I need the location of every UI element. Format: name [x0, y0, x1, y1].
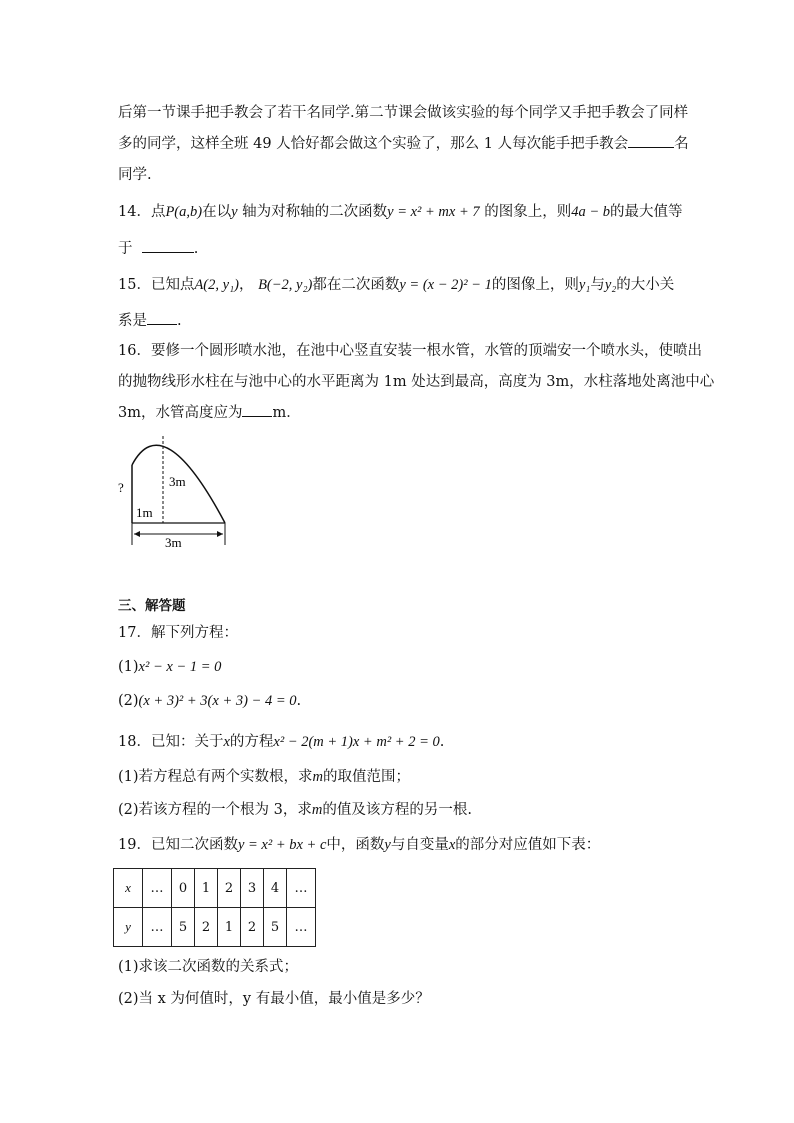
q15-separator: ， — [238, 277, 254, 293]
table-cell: 1 — [195, 869, 218, 908]
q18-text: (1)若方程总有两个实数根，求 — [118, 769, 313, 785]
answer-blank-14[interactable] — [142, 238, 194, 253]
q19-xvar: x — [448, 837, 456, 853]
q16-unit: m． — [272, 405, 301, 421]
q15-y1: y₁ — [578, 277, 591, 293]
table-cell: 3 — [241, 869, 264, 908]
q17-end: . — [296, 693, 302, 709]
q19-stem — [118, 834, 600, 856]
q17-part2-number: (2) — [118, 693, 139, 709]
table-header-y: y — [114, 908, 143, 947]
q18-equation: x² − 2(m + 1)x + m² + 2 = 0 — [273, 734, 440, 750]
table-cell: … — [143, 908, 172, 947]
q15-line1 — [118, 274, 674, 296]
table-cell: 0 — [172, 869, 195, 908]
q16-text: 3m，水管高度应为 — [118, 405, 243, 421]
q17-part1-number: (1) — [118, 659, 139, 675]
q19-text: 的部分对应值如下表： — [455, 837, 601, 853]
arrow-right-icon — [217, 531, 223, 537]
q14-function: y = x² + mx + 7 — [387, 204, 480, 220]
q19-part1: (1)求该二次函数的关系式； — [118, 959, 299, 975]
q15-function: y = (x − 2)² − 1 — [399, 277, 492, 293]
height-label: 3m — [169, 474, 186, 489]
q15-line2 — [118, 310, 182, 332]
q18-text: 的方程 — [229, 734, 274, 750]
offset-label: 1m — [136, 505, 153, 520]
q19-text: 19．已知二次函数 — [118, 837, 238, 853]
answer-blank-16[interactable] — [242, 402, 272, 417]
q18-xvar: x — [223, 734, 230, 750]
q15-text: 与 — [590, 277, 605, 293]
q19-part2: (2)当 x 为何值时，y 有最小值，最小值是多少？ — [118, 991, 430, 1007]
table-cell: 2 — [218, 869, 241, 908]
q13-line2-text: 多的同学，这样全班 49 人恰好都会做这个实验了，那么 1 人每次能手把手教会 — [118, 136, 629, 152]
q14-number: 14． — [118, 204, 151, 220]
q17-equation-1: x² − x − 1 = 0 — [138, 659, 222, 675]
q14-expression: 4a − b — [571, 204, 611, 220]
q19-yvar: y — [384, 837, 391, 853]
q18-mvar: m — [311, 802, 323, 818]
arrow-left-icon — [134, 531, 140, 537]
q14-text: 的最大值等 — [610, 204, 683, 220]
q14-text: 点 — [150, 204, 166, 220]
q13-line3: 同学. — [118, 167, 152, 183]
q18-mvar: m — [312, 769, 324, 785]
q17-part1 — [118, 656, 221, 678]
table-cell: 4 — [264, 869, 287, 908]
q15-y2: y₂ — [604, 277, 617, 293]
q18-part2 — [118, 799, 472, 821]
q14-point: P(a,b) — [165, 204, 203, 220]
table-cell: 5 — [172, 908, 195, 947]
q14-text: 轴为对称轴的二次函数 — [242, 204, 388, 220]
q18-part1 — [118, 766, 410, 788]
q15-point-a: A(2, y₁) — [194, 277, 239, 293]
q18-end: . — [439, 734, 445, 750]
q14-end: . — [193, 241, 199, 257]
q15-text: 的图像上，则 — [491, 277, 579, 293]
fountain-diagram — [115, 420, 235, 555]
table-header-x: x — [114, 869, 143, 908]
q14-yvar: y — [231, 204, 238, 220]
q14-text: 的图象上，则 — [484, 204, 572, 220]
table-cell: 1 — [218, 908, 241, 947]
q15-number: 15． — [118, 277, 151, 293]
q14-text: 于 — [118, 241, 133, 257]
q18-text: 18．已知：关于 — [118, 734, 224, 750]
q16-line2: 的抛物线形水柱在与池中心的水平距离为 1m 处达到最高，高度为 3m，水柱落地处离池中心 — [118, 374, 715, 390]
q13-line2 — [118, 133, 689, 155]
q17-stem: 17．解下列方程： — [118, 625, 238, 641]
q15-text: 的大小关 — [616, 277, 675, 293]
q18-text: 的取值范围； — [323, 769, 411, 785]
q18-text: 的值及该方程的另一根. — [322, 802, 472, 818]
width-label: 3m — [165, 535, 182, 550]
answer-blank-13[interactable] — [628, 133, 674, 148]
q17-equation-2: (x + 3)² + 3(x + 3) − 4 = 0 — [138, 693, 297, 709]
table-row-x — [114, 869, 316, 908]
q18-stem — [118, 731, 444, 753]
q19-text: 中，函数 — [326, 837, 385, 853]
q16-line1: 16．要修一个圆形喷水池，在池中心竖直安装一根水管，水管的顶端安一个喷水头，使喷出 — [118, 343, 702, 359]
q14-text: 在以 — [202, 204, 232, 220]
pipe-height-question: ? — [118, 480, 124, 495]
value-table — [113, 868, 316, 947]
q19-text: 与自变量 — [390, 837, 449, 853]
q17-part2 — [118, 690, 301, 712]
q14-line1 — [118, 201, 683, 223]
answer-blank-15[interactable] — [147, 310, 177, 325]
q15-text: 都在二次函数 — [312, 277, 400, 293]
table-cell: … — [287, 869, 316, 908]
q15-point-b: B(−2, y₂) — [258, 277, 313, 293]
q13-line1: 后第一节课手把手教会了若干名同学.第二节课会做该实验的每个同学又手把手教会了同样 — [118, 105, 689, 121]
q18-text: (2)若该方程的一个根为 3，求 — [118, 802, 312, 818]
table-cell: 2 — [241, 908, 264, 947]
q14-line2 — [118, 238, 198, 260]
table-row-y — [114, 908, 316, 947]
section-title: 三、解答题 — [118, 598, 186, 614]
q15-text: 已知点 — [150, 277, 195, 293]
table-cell: 2 — [195, 908, 218, 947]
q15-end: . — [177, 313, 182, 329]
table-cell: 5 — [264, 908, 287, 947]
q15-text: 系是 — [118, 313, 147, 329]
table-cell: … — [287, 908, 316, 947]
q13-line2-end: 名 — [674, 136, 689, 152]
q19-function: y = x² + bx + c — [237, 837, 327, 853]
table-cell: … — [143, 869, 172, 908]
